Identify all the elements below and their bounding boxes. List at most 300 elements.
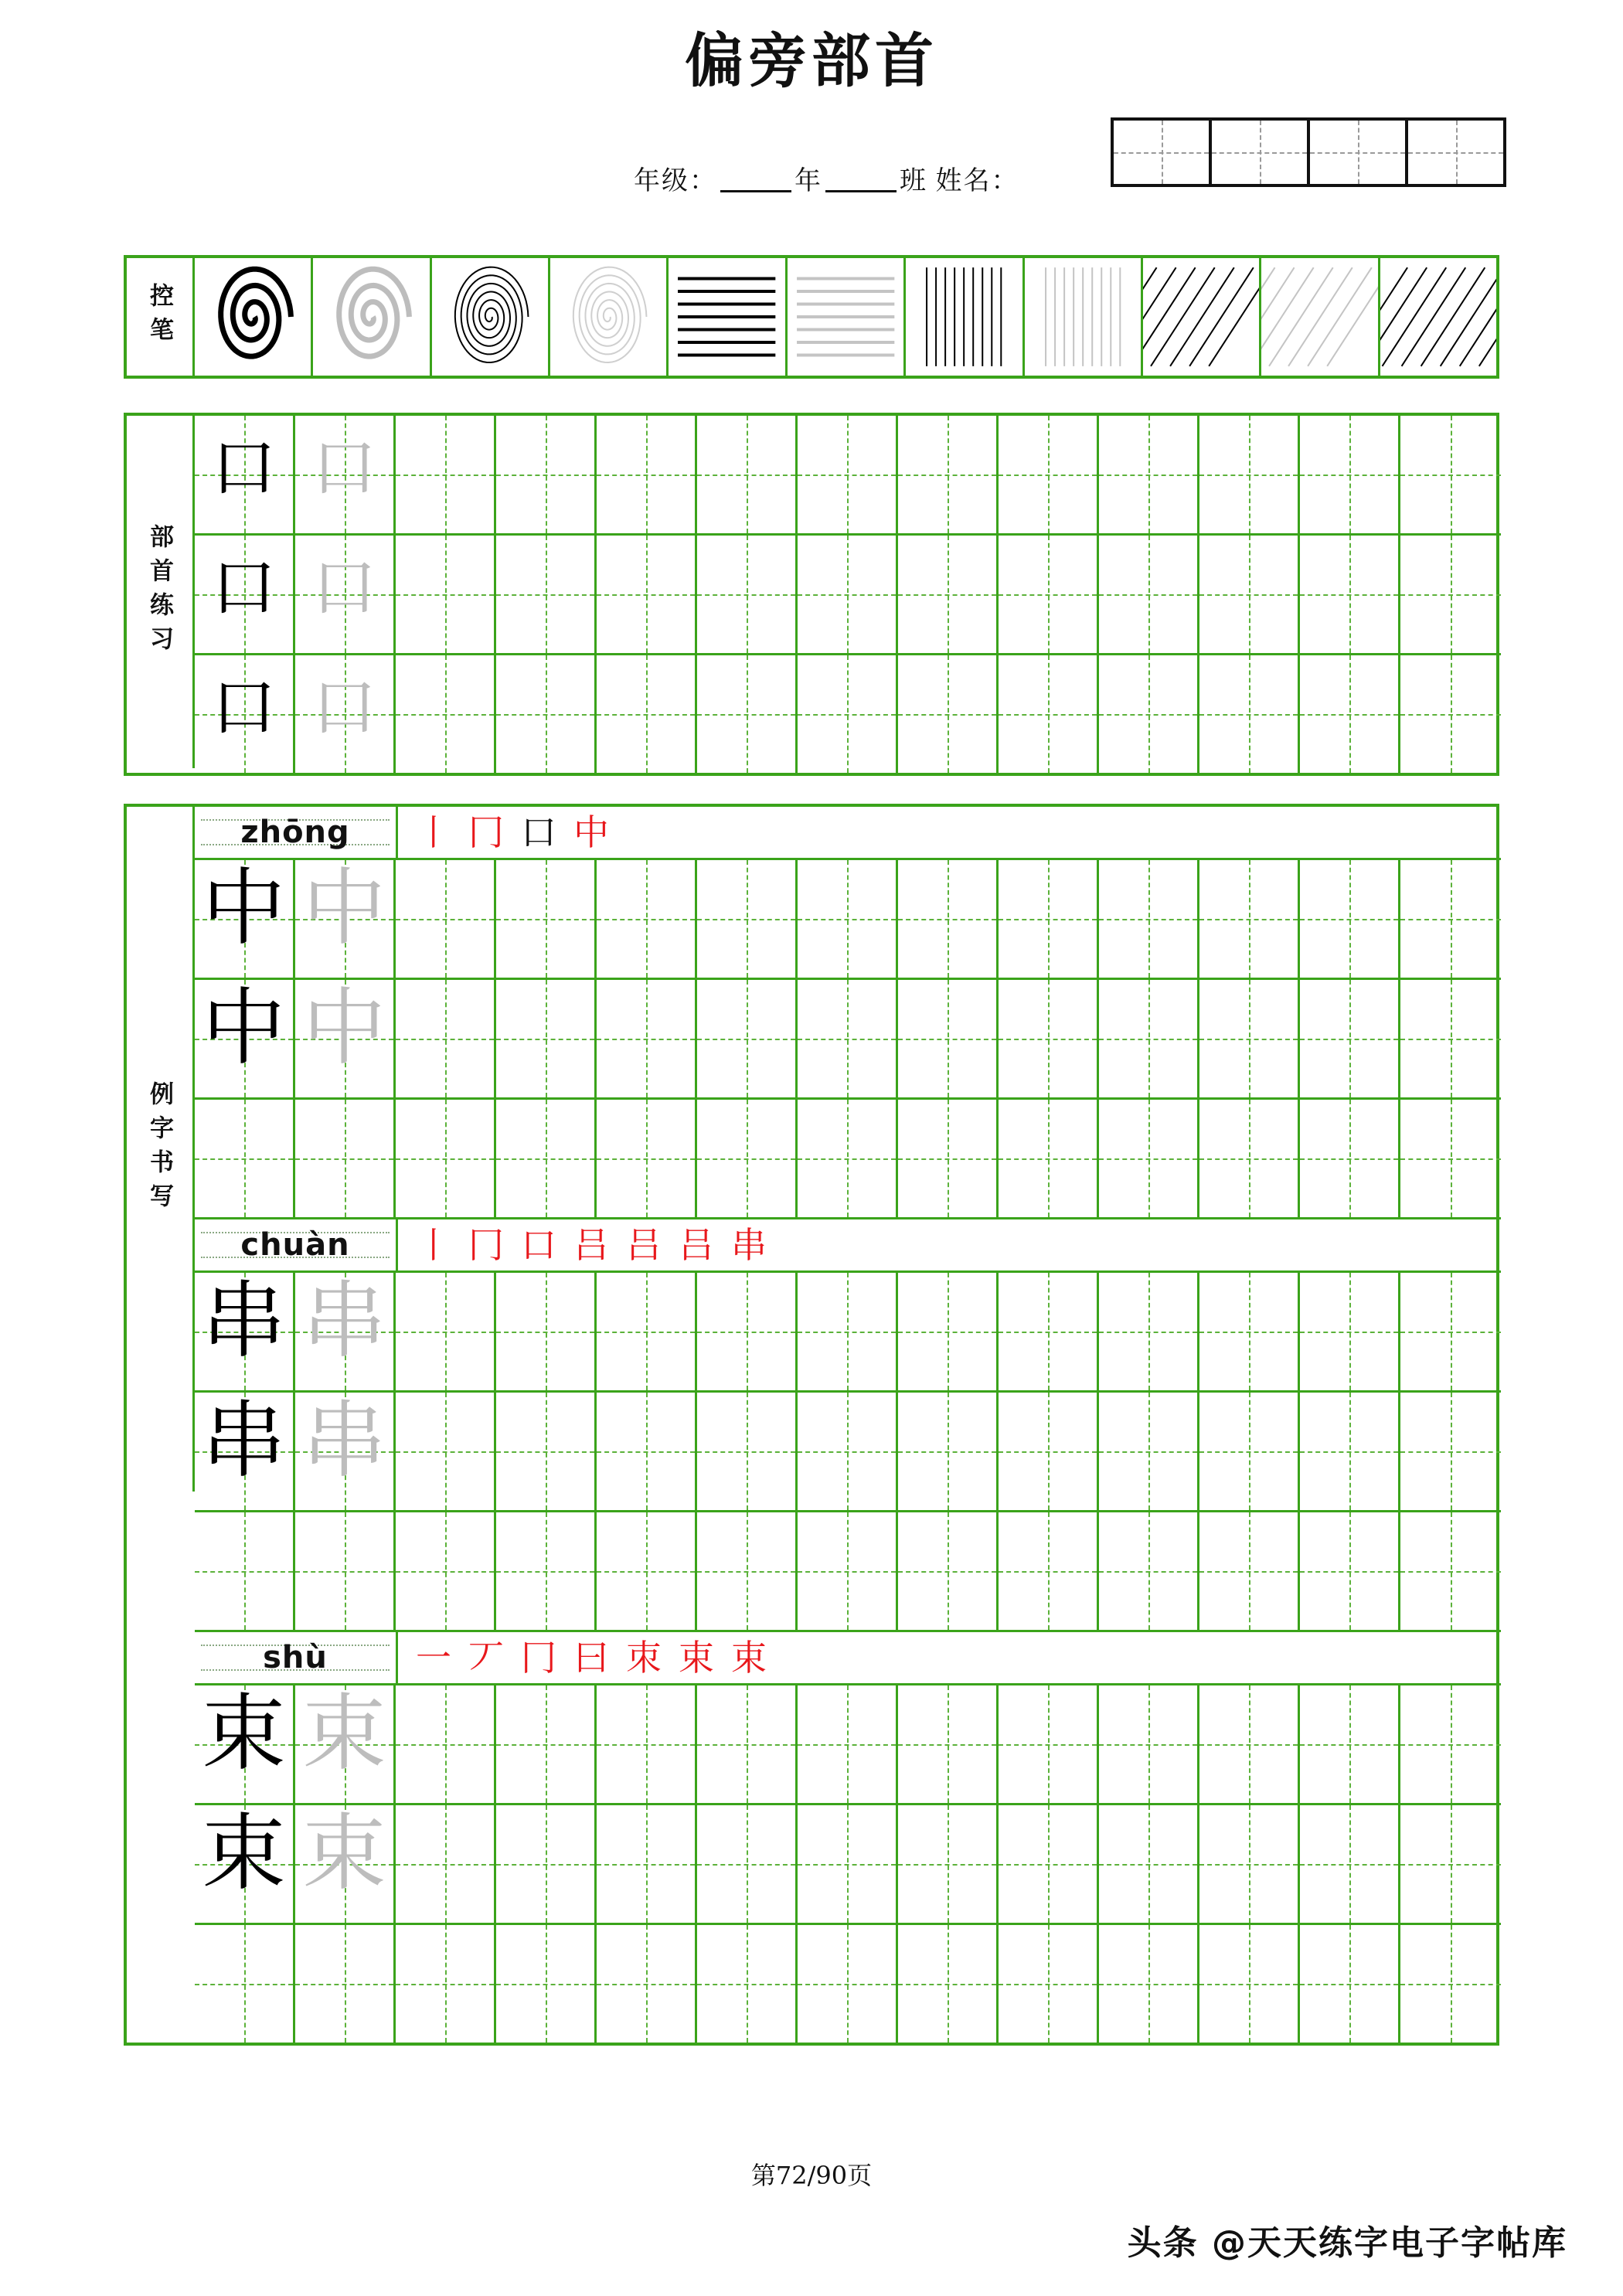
- cell-horizontal-guide: [396, 1744, 494, 1746]
- cell-horizontal-guide: [1300, 1451, 1398, 1453]
- cell-horizontal-guide: [898, 714, 996, 716]
- grid-cell[interactable]: [798, 1393, 898, 1510]
- grid-cell[interactable]: [396, 416, 496, 533]
- grid-cell[interactable]: [496, 536, 597, 653]
- grid-cell[interactable]: [597, 980, 697, 1097]
- grid-cell[interactable]: [1099, 416, 1199, 533]
- grid-cell[interactable]: [195, 1685, 295, 1803]
- cell-horizontal-guide: [1400, 594, 1501, 596]
- cell-horizontal-guide: [999, 1984, 1097, 1985]
- grid-cell[interactable]: [295, 980, 396, 1097]
- grid-cell[interactable]: [1300, 1805, 1400, 1923]
- grid-cell[interactable]: [195, 1393, 295, 1510]
- cell-horizontal-guide: [697, 1744, 795, 1746]
- grid-cell[interactable]: [396, 1925, 496, 2043]
- grid-cell[interactable]: [496, 1512, 597, 1630]
- cell-horizontal-guide: [1400, 1158, 1501, 1160]
- pinyin-text: chuàn: [240, 1227, 350, 1263]
- grid-cell[interactable]: [295, 655, 396, 773]
- grade-class-blank[interactable]: [825, 167, 897, 192]
- cell-horizontal-guide: [396, 1571, 494, 1573]
- cell-horizontal-guide: [999, 1039, 1097, 1040]
- grid-cell[interactable]: [396, 1805, 496, 1923]
- cell-horizontal-guide: [496, 1984, 594, 1985]
- grid-cell[interactable]: [496, 1805, 597, 1923]
- stroke-order-step: 束: [679, 1637, 714, 1679]
- cell-horizontal-guide: [1199, 1451, 1298, 1453]
- grid-cell[interactable]: [396, 860, 496, 978]
- cell-horizontal-guide: [898, 1451, 996, 1453]
- grid-cell[interactable]: [1199, 1512, 1300, 1630]
- practice-row: [195, 1100, 1501, 1219]
- trace-character: 中: [302, 860, 386, 958]
- grid-cell[interactable]: [496, 1273, 597, 1390]
- grid-cell[interactable]: [1199, 1393, 1300, 1510]
- trace-character: 串: [302, 1393, 386, 1490]
- grid-cell[interactable]: [1199, 1805, 1300, 1923]
- grid-cell[interactable]: [697, 980, 798, 1097]
- stroke-order-step: 丨: [416, 811, 451, 853]
- grid-cell[interactable]: [195, 980, 295, 1097]
- grid-cell[interactable]: [1400, 1512, 1501, 1630]
- stroke-order-step: 一: [416, 1637, 451, 1679]
- grid-cell[interactable]: [1300, 536, 1400, 653]
- grid-cell[interactable]: [999, 1805, 1099, 1923]
- grid-cell[interactable]: [1099, 655, 1199, 773]
- grid-cell[interactable]: [798, 536, 898, 653]
- cell-horizontal-guide: [195, 1984, 293, 1985]
- grid-cell[interactable]: [195, 536, 295, 653]
- cell-horizontal-guide: [898, 1864, 996, 1866]
- grid-cell[interactable]: [597, 1100, 697, 1217]
- grid-cell[interactable]: [1099, 980, 1199, 1097]
- grid-cell[interactable]: [798, 1100, 898, 1217]
- practice-row: [195, 1685, 1501, 1805]
- grid-cell[interactable]: [295, 1805, 396, 1923]
- grid-cell[interactable]: [697, 1100, 798, 1217]
- grid-cell[interactable]: [798, 416, 898, 533]
- cell-horizontal-guide: [1300, 1571, 1398, 1573]
- pen-control-cell-horizontal-gray[interactable]: [788, 258, 906, 376]
- grid-cell[interactable]: [295, 1273, 396, 1390]
- cell-horizontal-guide: [1400, 1864, 1501, 1866]
- grid-cell[interactable]: [396, 1393, 496, 1510]
- grid-cell[interactable]: [1099, 1925, 1199, 2043]
- example-writing-label-text: 例字书写: [145, 1081, 173, 1217]
- pinyin-stroke-row: [195, 1632, 1501, 1685]
- pen-control-cell-spiral-thick-gray[interactable]: [313, 258, 431, 376]
- grid-cell[interactable]: [798, 1273, 898, 1390]
- cell-horizontal-guide: [1300, 1158, 1398, 1160]
- cell-horizontal-guide: [1099, 475, 1197, 476]
- grid-cell[interactable]: [898, 1273, 999, 1390]
- grid-cell[interactable]: [195, 1512, 295, 1630]
- grid-cell[interactable]: [496, 980, 597, 1097]
- grid-cell[interactable]: [1300, 980, 1400, 1097]
- grid-cell[interactable]: [1099, 536, 1199, 653]
- grid-cell[interactable]: [1400, 536, 1501, 653]
- grid-cell[interactable]: [898, 1805, 999, 1923]
- grade-year-blank[interactable]: [720, 167, 791, 192]
- pen-control-cell-diagonal-black[interactable]: [1143, 258, 1261, 376]
- stroke-order-step: 丨: [416, 1224, 451, 1266]
- cell-horizontal-guide: [396, 594, 494, 596]
- pen-control-cell-vertical-black[interactable]: [906, 258, 1024, 376]
- grid-cell[interactable]: [798, 1805, 898, 1923]
- cell-horizontal-guide: [1300, 1744, 1398, 1746]
- stroke-order-sequence: [398, 807, 1501, 858]
- cell-horizontal-guide: [496, 1158, 594, 1160]
- grid-cell[interactable]: [1400, 980, 1501, 1097]
- cell-horizontal-guide: [496, 475, 594, 476]
- grid-cell[interactable]: [898, 980, 999, 1097]
- grid-cell[interactable]: [396, 980, 496, 1097]
- grid-cell[interactable]: [1400, 1805, 1501, 1923]
- cell-horizontal-guide: [697, 1332, 795, 1333]
- cell-horizontal-guide: [1099, 1984, 1197, 1985]
- pen-control-cell-spiral-thin-gray[interactable]: [550, 258, 669, 376]
- name-box-cell[interactable]: [1408, 121, 1503, 184]
- grid-cell[interactable]: [1300, 1512, 1400, 1630]
- grid-cell[interactable]: [1199, 1273, 1300, 1390]
- grid-cell[interactable]: [697, 860, 798, 978]
- grid-cell[interactable]: [999, 1925, 1099, 2043]
- grid-cell[interactable]: [496, 655, 597, 773]
- grid-cell[interactable]: [898, 1512, 999, 1630]
- grid-cell[interactable]: [295, 416, 396, 533]
- grid-cell[interactable]: [496, 1685, 597, 1803]
- grid-cell[interactable]: [999, 1685, 1099, 1803]
- pinyin-cell: [195, 807, 398, 858]
- grid-cell[interactable]: [1099, 860, 1199, 978]
- practice-row: [195, 1393, 1501, 1512]
- name-box-cell[interactable]: [1310, 121, 1408, 184]
- grid-cell[interactable]: [1199, 416, 1300, 533]
- grid-cell[interactable]: [1199, 655, 1300, 773]
- cell-horizontal-guide: [798, 475, 896, 476]
- name-box-cell[interactable]: [1212, 121, 1310, 184]
- cell-horizontal-guide: [1099, 1039, 1197, 1040]
- grid-cell[interactable]: [1300, 1393, 1400, 1510]
- cell-horizontal-guide: [1099, 1451, 1197, 1453]
- grid-cell[interactable]: [798, 860, 898, 978]
- grid-cell[interactable]: [195, 1925, 295, 2043]
- grid-cell[interactable]: [496, 1100, 597, 1217]
- cell-horizontal-guide: [1099, 1158, 1197, 1160]
- cell-horizontal-guide: [496, 594, 594, 596]
- cell-horizontal-guide: [1300, 594, 1398, 596]
- grid-cell[interactable]: [396, 1685, 496, 1803]
- stroke-order-step: 吕: [626, 1224, 662, 1266]
- stroke-order-step: 朿: [626, 1637, 662, 1679]
- grid-cell[interactable]: [798, 1925, 898, 2043]
- grid-cell[interactable]: [1300, 416, 1400, 533]
- grid-cell[interactable]: [496, 860, 597, 978]
- model-character: 口: [211, 669, 277, 746]
- grid-cell[interactable]: [697, 1512, 798, 1630]
- cell-horizontal-guide: [798, 594, 896, 596]
- cell-horizontal-guide: [798, 1571, 896, 1573]
- stroke-order-step: 冂: [521, 1637, 556, 1679]
- cell-horizontal-guide: [1400, 1451, 1501, 1453]
- grid-cell[interactable]: [1400, 1100, 1501, 1217]
- grid-cell[interactable]: [898, 1393, 999, 1510]
- cell-horizontal-guide: [396, 475, 494, 476]
- grid-cell[interactable]: [597, 1805, 697, 1923]
- cell-horizontal-guide: [1300, 714, 1398, 716]
- pen-control-cell-horizontal-black[interactable]: [669, 258, 787, 376]
- example-writing-section: [124, 804, 1499, 2046]
- grid-cell[interactable]: [697, 416, 798, 533]
- grid-cell[interactable]: [999, 1273, 1099, 1390]
- grid-cell[interactable]: [396, 1512, 496, 1630]
- cell-horizontal-guide: [999, 1864, 1097, 1866]
- grid-cell[interactable]: [396, 1273, 496, 1390]
- cell-horizontal-guide: [1099, 1864, 1197, 1866]
- grid-cell[interactable]: [1400, 860, 1501, 978]
- grid-cell[interactable]: [597, 1273, 697, 1390]
- grid-cell[interactable]: [1300, 860, 1400, 978]
- cell-horizontal-guide: [1300, 1039, 1398, 1040]
- cell-horizontal-guide: [798, 1984, 896, 1985]
- grid-cell[interactable]: [999, 1100, 1099, 1217]
- grid-cell[interactable]: [496, 1393, 597, 1510]
- grid-cell[interactable]: [295, 1925, 396, 2043]
- grid-cell[interactable]: [999, 416, 1099, 533]
- grid-cell[interactable]: [898, 655, 999, 773]
- grid-cell[interactable]: [999, 655, 1099, 773]
- grid-cell[interactable]: [597, 655, 697, 773]
- stroke-order-sequence: [398, 1632, 1501, 1683]
- grid-cell[interactable]: [1400, 655, 1501, 773]
- cell-horizontal-guide: [1199, 1039, 1298, 1040]
- grid-cell[interactable]: [195, 860, 295, 978]
- grid-cell[interactable]: [597, 1512, 697, 1630]
- pinyin-cell: [195, 1632, 398, 1683]
- cell-horizontal-guide: [999, 1571, 1097, 1573]
- cell-horizontal-guide: [1099, 714, 1197, 716]
- grid-cell[interactable]: [697, 1925, 798, 2043]
- radical-practice-section: [124, 413, 1499, 776]
- practice-row: [195, 536, 1501, 655]
- grid-cell[interactable]: [1099, 1512, 1199, 1630]
- pinyin-cell: [195, 1219, 398, 1270]
- grid-cell[interactable]: [396, 536, 496, 653]
- grid-cell[interactable]: [597, 1685, 697, 1803]
- grid-cell[interactable]: [1300, 1685, 1400, 1803]
- pinyin-text: shù: [263, 1640, 328, 1675]
- cell-horizontal-guide: [1199, 1332, 1298, 1333]
- cell-horizontal-guide: [1400, 1984, 1501, 1985]
- cell-horizontal-guide: [295, 1984, 393, 1985]
- cell-horizontal-guide: [597, 475, 695, 476]
- grid-cell[interactable]: [798, 655, 898, 773]
- grid-cell[interactable]: [1300, 1100, 1400, 1217]
- grid-cell[interactable]: [798, 1685, 898, 1803]
- cell-horizontal-guide: [597, 714, 695, 716]
- cell-horizontal-guide: [1400, 714, 1501, 716]
- pen-control-section: [124, 255, 1499, 379]
- grid-cell[interactable]: [195, 655, 295, 773]
- cell-horizontal-guide: [1199, 1984, 1298, 1985]
- cell-horizontal-guide: [1400, 1332, 1501, 1333]
- grid-cell[interactable]: [898, 1925, 999, 2043]
- grid-cell[interactable]: [1400, 1393, 1501, 1510]
- grid-cell[interactable]: [597, 1925, 697, 2043]
- cell-horizontal-guide: [1300, 1332, 1398, 1333]
- page-title: 偏旁部首: [685, 26, 938, 95]
- grid-cell[interactable]: [1300, 655, 1400, 773]
- grid-cell[interactable]: [396, 1100, 496, 1217]
- grid-cell[interactable]: [898, 860, 999, 978]
- cell-horizontal-guide: [597, 1451, 695, 1453]
- name-boxes[interactable]: [1111, 117, 1506, 187]
- watermark: 头条 @天天练字电子字帖库: [1127, 2223, 1567, 2263]
- cell-horizontal-guide: [597, 919, 695, 920]
- cell-horizontal-guide: [396, 1984, 494, 1985]
- grid-cell[interactable]: [798, 980, 898, 1097]
- grid-cell[interactable]: [295, 1393, 396, 1510]
- stroke-order-step: 口: [521, 811, 556, 853]
- grid-cell[interactable]: [1400, 1273, 1501, 1390]
- grid-cell[interactable]: [597, 416, 697, 533]
- stroke-order-step: 束: [731, 1637, 767, 1679]
- cell-horizontal-guide: [999, 919, 1097, 920]
- cell-horizontal-guide: [1199, 1864, 1298, 1866]
- grade-label: 年级：: [634, 167, 717, 196]
- cell-horizontal-guide: [396, 919, 494, 920]
- stroke-order-step: 口: [521, 1224, 556, 1266]
- grid-cell[interactable]: [1099, 1805, 1199, 1923]
- grid-cell[interactable]: [999, 860, 1099, 978]
- grid-cell[interactable]: [195, 1805, 295, 1923]
- grid-cell[interactable]: [1400, 416, 1501, 533]
- stroke-order-step: 中: [573, 811, 609, 853]
- pen-control-cell-spiral-thick-black[interactable]: [195, 258, 313, 376]
- cell-horizontal-guide: [496, 714, 594, 716]
- stroke-order-step: 曰: [573, 1637, 609, 1679]
- cell-horizontal-guide: [496, 1864, 594, 1866]
- grid-cell[interactable]: [496, 416, 597, 533]
- cell-horizontal-guide: [999, 1744, 1097, 1746]
- cell-horizontal-guide: [798, 1864, 896, 1866]
- trace-character: 口: [311, 669, 377, 746]
- grid-cell[interactable]: [396, 655, 496, 773]
- cell-horizontal-guide: [697, 1864, 795, 1866]
- grid-cell[interactable]: [295, 1685, 396, 1803]
- cell-horizontal-guide: [798, 1451, 896, 1453]
- model-character: 中: [202, 860, 286, 958]
- stroke-order-step: 丆: [468, 1637, 504, 1679]
- model-character: 束: [202, 1685, 286, 1783]
- cell-horizontal-guide: [999, 1451, 1097, 1453]
- grid-cell[interactable]: [798, 1512, 898, 1630]
- grid-cell[interactable]: [1300, 1273, 1400, 1390]
- cell-horizontal-guide: [898, 594, 996, 596]
- grid-cell[interactable]: [898, 416, 999, 533]
- cell-horizontal-guide: [697, 919, 795, 920]
- cell-horizontal-guide: [496, 1451, 594, 1453]
- grid-cell[interactable]: [195, 1273, 295, 1390]
- cell-horizontal-guide: [597, 1571, 695, 1573]
- grid-cell[interactable]: [898, 1100, 999, 1217]
- grid-cell[interactable]: [1300, 1925, 1400, 2043]
- grid-cell[interactable]: [1099, 1100, 1199, 1217]
- grid-cell[interactable]: [999, 536, 1099, 653]
- cell-horizontal-guide: [1300, 1864, 1398, 1866]
- grid-cell[interactable]: [697, 1273, 798, 1390]
- grid-cell[interactable]: [1199, 1100, 1300, 1217]
- grid-cell[interactable]: [1099, 1685, 1199, 1803]
- grid-cell[interactable]: [1400, 1685, 1501, 1803]
- cell-horizontal-guide: [1099, 1332, 1197, 1333]
- grid-cell[interactable]: [1099, 1393, 1199, 1510]
- grid-cell[interactable]: [195, 1100, 295, 1217]
- grid-cell[interactable]: [697, 1393, 798, 1510]
- stroke-order-sequence: [398, 1219, 1501, 1270]
- grid-cell[interactable]: [295, 860, 396, 978]
- grid-cell[interactable]: [697, 1685, 798, 1803]
- pen-control-cell-diagonal-gray[interactable]: [1261, 258, 1380, 376]
- grid-cell[interactable]: [1099, 1273, 1199, 1390]
- grid-cell[interactable]: [898, 536, 999, 653]
- cell-horizontal-guide: [798, 1039, 896, 1040]
- practice-row: [195, 1805, 1501, 1925]
- grid-cell[interactable]: [597, 860, 697, 978]
- grid-cell[interactable]: [697, 655, 798, 773]
- grid-cell[interactable]: [1400, 1925, 1501, 2043]
- cell-horizontal-guide: [597, 1744, 695, 1746]
- cell-horizontal-guide: [1199, 714, 1298, 716]
- model-character: 束: [202, 1805, 286, 1903]
- cell-horizontal-guide: [697, 1451, 795, 1453]
- cell-horizontal-guide: [1199, 475, 1298, 476]
- page-number: 第72/90页: [750, 2161, 873, 2190]
- grid-cell[interactable]: [496, 1925, 597, 2043]
- grid-cell[interactable]: [999, 1512, 1099, 1630]
- name-box-cell[interactable]: [1114, 121, 1212, 184]
- stroke-order-step: 吕: [573, 1224, 609, 1266]
- grid-cell[interactable]: [999, 980, 1099, 1097]
- cell-horizontal-guide: [396, 1332, 494, 1333]
- practice-row: [195, 980, 1501, 1100]
- trace-character: 中: [302, 980, 386, 1077]
- grid-cell[interactable]: [898, 1685, 999, 1803]
- grid-cell[interactable]: [597, 536, 697, 653]
- pen-control-cell-spiral-thin-black[interactable]: [432, 258, 550, 376]
- grid-cell[interactable]: [1199, 1685, 1300, 1803]
- grid-cell[interactable]: [1199, 860, 1300, 978]
- cell-horizontal-guide: [1099, 1744, 1197, 1746]
- cell-horizontal-guide: [195, 1158, 293, 1160]
- grid-cell[interactable]: [697, 536, 798, 653]
- pen-control-cell-diagonal-right-black[interactable]: [1380, 258, 1496, 376]
- cell-horizontal-guide: [697, 1158, 795, 1160]
- grid-cell[interactable]: [999, 1393, 1099, 1510]
- grid-cell[interactable]: [1199, 1925, 1300, 2043]
- cell-horizontal-guide: [496, 1039, 594, 1040]
- pen-control-cell-vertical-gray[interactable]: [1025, 258, 1143, 376]
- grid-cell[interactable]: [697, 1805, 798, 1923]
- grid-cell[interactable]: [295, 1100, 396, 1217]
- grid-cell[interactable]: [295, 536, 396, 653]
- grid-cell[interactable]: [195, 416, 295, 533]
- grid-cell[interactable]: [597, 1393, 697, 1510]
- grid-cell[interactable]: [1199, 536, 1300, 653]
- grid-cell[interactable]: [1199, 980, 1300, 1097]
- grid-cell[interactable]: [295, 1512, 396, 1630]
- cell-horizontal-guide: [396, 714, 494, 716]
